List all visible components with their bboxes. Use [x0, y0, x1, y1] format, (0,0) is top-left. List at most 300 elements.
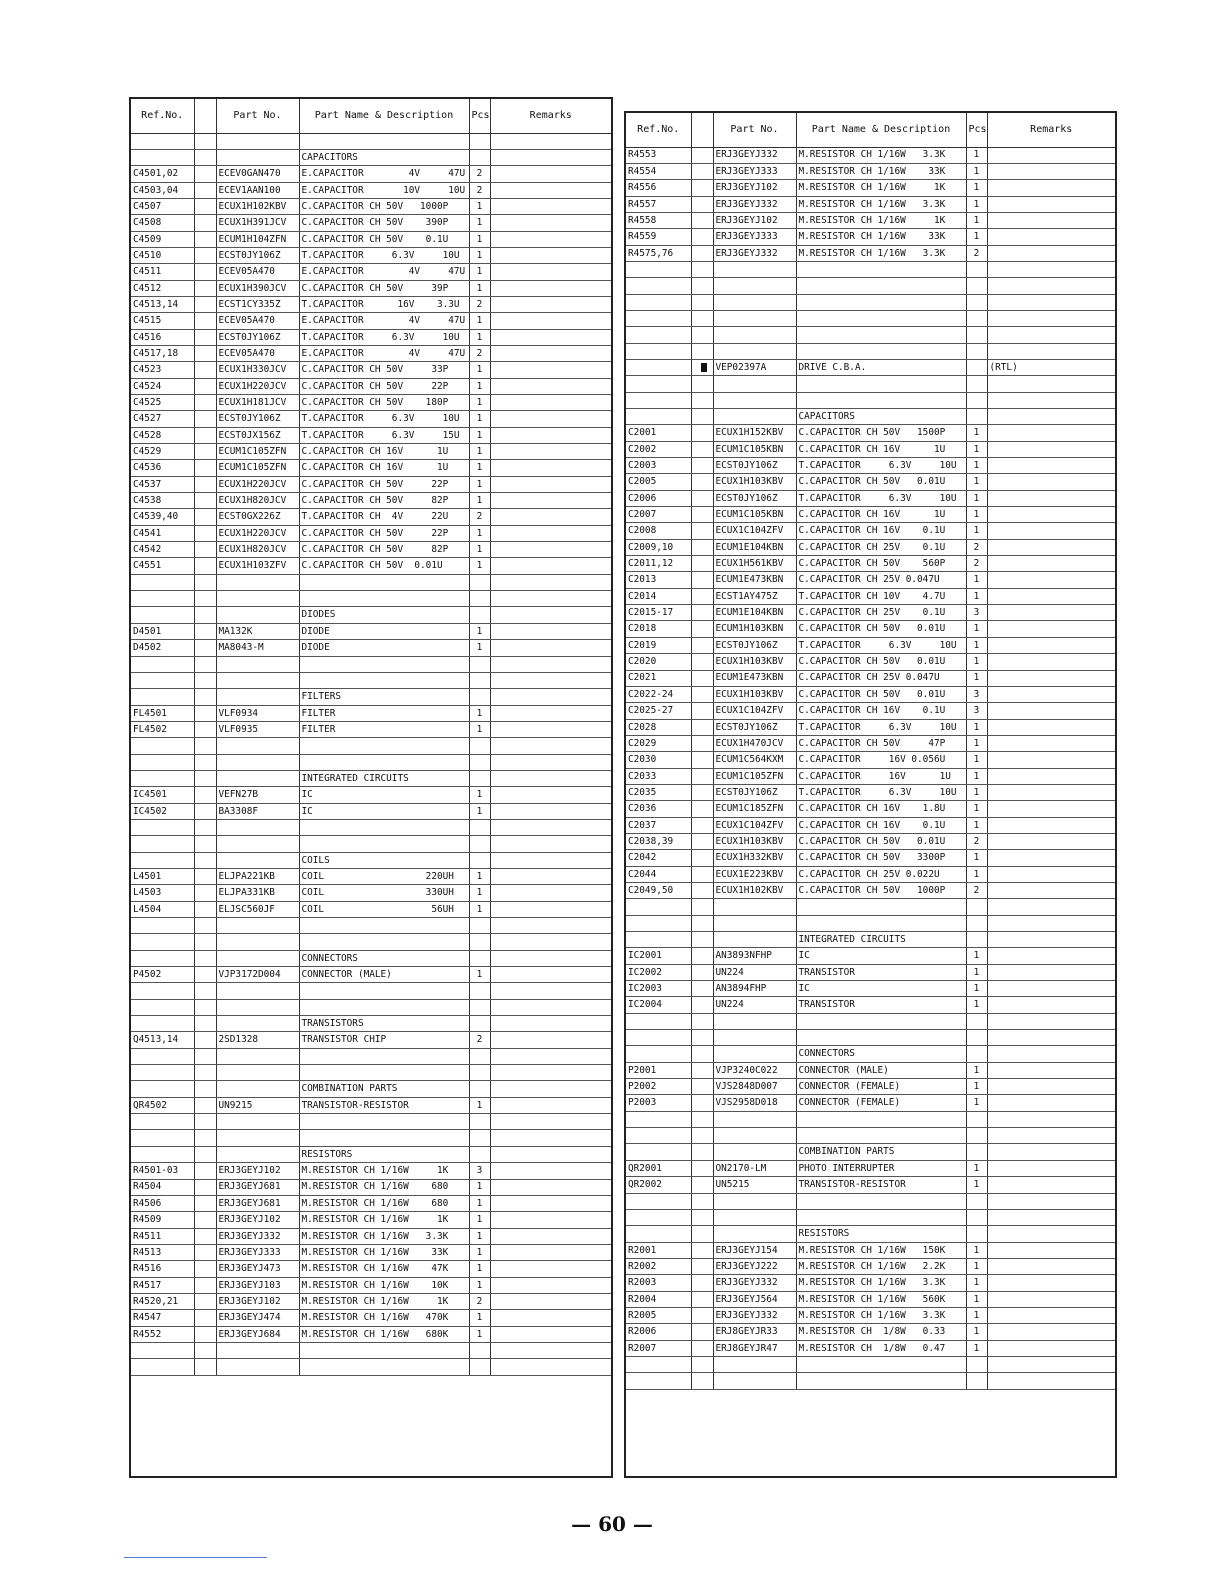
description-cell	[796, 1013, 966, 1029]
ref-cell	[626, 1030, 691, 1046]
part-no-cell: ECUX1C104ZFV	[713, 817, 796, 833]
part-no-cell	[216, 1342, 299, 1358]
remarks-cell	[987, 1144, 1115, 1160]
remarks-cell	[987, 735, 1115, 751]
part-no-cell: ECUX1E223KBV	[713, 866, 796, 882]
pcs-cell: 3	[966, 703, 987, 719]
part-no-cell: ECUX1H103ZFV	[216, 558, 299, 574]
pcs-cell: 1	[469, 1212, 490, 1228]
remarks-cell	[490, 868, 611, 884]
ref-cell	[626, 359, 691, 375]
description-cell: C.CAPACITOR CH 50V 1000P	[796, 882, 966, 898]
table-row	[626, 1209, 1115, 1225]
remarks-cell	[490, 1277, 611, 1293]
mark-cell	[194, 983, 216, 999]
description-cell	[299, 1359, 469, 1375]
description-cell	[299, 1342, 469, 1358]
mark-cell	[691, 1324, 713, 1340]
pcs-cell: 3	[966, 605, 987, 621]
pcs-cell: 1	[966, 637, 987, 653]
pcs-cell	[469, 149, 490, 165]
pcs-cell: 1	[469, 313, 490, 329]
table-row	[626, 327, 1115, 343]
remarks-cell	[490, 1293, 611, 1309]
part-no-cell: ERJ3GEYJ332	[713, 1307, 796, 1323]
part-no-cell	[216, 1146, 299, 1162]
part-no-cell: ECUX1H103KBV	[713, 654, 796, 670]
ref-cell	[131, 819, 194, 835]
pcs-cell	[966, 1193, 987, 1209]
remarks-cell	[490, 1212, 611, 1228]
remarks-cell	[987, 915, 1115, 931]
ref-cell	[131, 1342, 194, 1358]
description-cell: C.CAPACITOR CH 50V 1500P	[796, 425, 966, 441]
part-no-cell: ECUM1E104KBN	[713, 539, 796, 555]
table-row	[131, 672, 611, 688]
pcs-cell: 3	[966, 686, 987, 702]
part-no-cell	[713, 310, 796, 326]
mark-cell	[691, 1046, 713, 1062]
remarks-cell	[490, 264, 611, 280]
remarks-cell	[490, 738, 611, 754]
table-row	[626, 703, 1115, 719]
remarks-cell	[490, 983, 611, 999]
table-row	[131, 901, 611, 917]
table-row	[131, 1016, 611, 1032]
footnote-rule	[124, 1557, 267, 1558]
mark-cell	[194, 247, 216, 263]
mark-cell	[194, 656, 216, 672]
mark-cell	[194, 444, 216, 460]
description-cell: RESISTORS	[299, 1146, 469, 1162]
mark-cell	[691, 1209, 713, 1225]
table-row	[131, 542, 611, 558]
description-cell: C.CAPACITOR CH 50V 0.01U	[796, 621, 966, 637]
mark-cell	[691, 229, 713, 245]
ref-cell: QR2002	[626, 1177, 691, 1193]
part-no-cell: ERJ8GEYJR47	[713, 1340, 796, 1356]
table-row	[626, 294, 1115, 310]
part-no-cell: ECST0JY106Z	[216, 329, 299, 345]
part-no-cell: ECUM1C185ZFN	[713, 801, 796, 817]
ref-cell: C2003	[626, 458, 691, 474]
pcs-cell: 1	[966, 981, 987, 997]
ref-cell	[626, 261, 691, 277]
description-cell: C.CAPACITOR CH 50V 82P	[299, 493, 469, 509]
table-row	[626, 588, 1115, 604]
table-row	[626, 1226, 1115, 1242]
mark-cell	[691, 1258, 713, 1274]
remarks-cell	[987, 409, 1115, 425]
mark-cell	[194, 1081, 216, 1097]
description-cell: E.CAPACITOR 4V 47U	[299, 166, 469, 182]
ref-cell	[131, 1081, 194, 1097]
ref-cell: FL4502	[131, 721, 194, 737]
part-no-cell: ECUM1C105ZFN	[713, 768, 796, 784]
pcs-cell: 1	[469, 1195, 490, 1211]
table-row	[131, 770, 611, 786]
pcs-cell: 1	[469, 1097, 490, 1113]
part-no-cell	[713, 899, 796, 915]
mark-cell	[691, 409, 713, 425]
description-cell: PHOTO INTERRUPTER	[796, 1160, 966, 1176]
remarks-cell	[987, 490, 1115, 506]
ref-cell	[131, 1114, 194, 1130]
remarks-cell	[987, 1111, 1115, 1127]
remarks-cell	[987, 278, 1115, 294]
table-row	[131, 182, 611, 198]
table-row	[626, 196, 1115, 212]
pcs-cell: 2	[966, 245, 987, 261]
ref-cell: C4509	[131, 231, 194, 247]
part-no-cell: ELJPA331KB	[216, 885, 299, 901]
pcs-cell: 1	[966, 621, 987, 637]
table-row	[131, 999, 611, 1015]
part-no-cell: ERJ3GEYJ332	[216, 1228, 299, 1244]
description-cell: C.CAPACITOR CH 25V 0.047U	[796, 572, 966, 588]
part-no-cell	[713, 1013, 796, 1029]
remarks-cell	[490, 247, 611, 263]
ref-cell: C4541	[131, 525, 194, 541]
table-row	[131, 215, 611, 231]
pcs-cell	[469, 656, 490, 672]
ref-cell: C4511	[131, 264, 194, 280]
remarks-cell	[490, 656, 611, 672]
remarks-cell	[987, 801, 1115, 817]
description-cell: C.CAPACITOR CH 16V 1U	[796, 507, 966, 523]
table-row	[626, 1046, 1115, 1062]
remarks-cell	[987, 866, 1115, 882]
pcs-cell: 1	[966, 1095, 987, 1111]
description-cell	[299, 999, 469, 1015]
remarks-cell	[490, 362, 611, 378]
part-no-cell: ECUX1H103KBV	[713, 474, 796, 490]
part-no-cell	[713, 1111, 796, 1127]
ref-cell: IC2001	[626, 948, 691, 964]
ref-cell	[626, 278, 691, 294]
pcs-cell: 1	[469, 558, 490, 574]
mark-cell	[194, 198, 216, 214]
ref-cell	[131, 1359, 194, 1375]
remarks-cell	[987, 147, 1115, 163]
mark-cell	[691, 784, 713, 800]
mark-cell	[691, 817, 713, 833]
remarks-cell	[490, 182, 611, 198]
pcs-cell: 1	[469, 640, 490, 656]
description-cell	[796, 310, 966, 326]
ref-cell	[131, 607, 194, 623]
table-row	[626, 1079, 1115, 1095]
remarks-cell	[490, 198, 611, 214]
remarks-cell	[490, 885, 611, 901]
col-part-header: Part No.	[713, 113, 796, 147]
ref-cell: C2006	[626, 490, 691, 506]
table-row	[131, 1097, 611, 1113]
remarks-cell	[490, 901, 611, 917]
ref-cell: Q4513,14	[131, 1032, 194, 1048]
description-cell: COMBINATION PARTS	[796, 1144, 966, 1160]
description-cell: C.CAPACITOR CH 50V 180P	[299, 395, 469, 411]
ref-cell: IC2003	[626, 981, 691, 997]
part-no-cell	[216, 656, 299, 672]
ref-cell: C4551	[131, 558, 194, 574]
description-cell: T.CAPACITOR CH 4V 22U	[299, 509, 469, 525]
mark-cell	[194, 901, 216, 917]
part-no-cell: ERJ3GEYJ333	[713, 163, 796, 179]
table-row	[626, 1128, 1115, 1144]
ref-cell	[626, 1193, 691, 1209]
description-cell	[796, 261, 966, 277]
ref-cell: R4554	[626, 163, 691, 179]
remarks-cell	[987, 817, 1115, 833]
pcs-cell: 1	[966, 507, 987, 523]
table-row	[626, 1275, 1115, 1291]
description-cell: CONNECTORS	[796, 1046, 966, 1062]
pcs-cell	[469, 1342, 490, 1358]
pcs-cell: 2	[469, 296, 490, 312]
ref-cell	[626, 1356, 691, 1372]
description-cell: INTEGRATED CIRCUITS	[796, 932, 966, 948]
pcs-cell: 1	[469, 1228, 490, 1244]
part-no-cell	[216, 1130, 299, 1146]
table-row	[131, 1114, 611, 1130]
mark-cell	[691, 1144, 713, 1160]
description-cell: TRANSISTOR	[796, 997, 966, 1013]
part-no-cell: UN9215	[216, 1097, 299, 1113]
ref-cell: C4515	[131, 313, 194, 329]
remarks-cell	[987, 670, 1115, 686]
remarks-cell	[490, 411, 611, 427]
table-row	[131, 950, 611, 966]
table-row	[131, 1359, 611, 1375]
pcs-cell: 1	[966, 817, 987, 833]
pcs-cell	[469, 1048, 490, 1064]
description-cell: T.CAPACITOR 6.3V 10U	[299, 411, 469, 427]
remarks-cell	[987, 458, 1115, 474]
pcs-cell	[966, 932, 987, 948]
description-cell: M.RESISTOR CH 1/16W 3.3K	[796, 147, 966, 163]
pcs-cell: 1	[469, 460, 490, 476]
pcs-cell	[469, 852, 490, 868]
table-row	[131, 525, 611, 541]
remarks-cell	[490, 721, 611, 737]
pcs-cell: 1	[469, 427, 490, 443]
pcs-cell	[469, 1114, 490, 1130]
mark-cell	[194, 1244, 216, 1260]
part-no-cell: ERJ3GEYJ102	[216, 1293, 299, 1309]
part-no-cell	[216, 1081, 299, 1097]
pcs-cell	[469, 754, 490, 770]
description-cell: TRANSISTOR-RESISTOR	[299, 1097, 469, 1113]
ref-cell	[626, 343, 691, 359]
part-no-cell	[216, 934, 299, 950]
part-no-cell	[216, 1065, 299, 1081]
remarks-cell	[987, 964, 1115, 980]
table-row	[626, 245, 1115, 261]
ref-cell: C4516	[131, 329, 194, 345]
description-cell: M.RESISTOR CH 1/16W 33K	[299, 1244, 469, 1260]
part-no-cell	[713, 915, 796, 931]
mark-cell	[691, 1307, 713, 1323]
mark-cell	[691, 278, 713, 294]
mark-cell	[194, 868, 216, 884]
remarks-cell	[987, 1095, 1115, 1111]
part-no-cell: UN224	[713, 997, 796, 1013]
ref-cell: R2002	[626, 1258, 691, 1274]
mark-cell	[691, 572, 713, 588]
part-no-cell	[713, 278, 796, 294]
remarks-cell	[490, 1228, 611, 1244]
pcs-cell: 1	[469, 1244, 490, 1260]
mark-cell	[691, 1340, 713, 1356]
pcs-cell	[469, 689, 490, 705]
mark-cell	[691, 768, 713, 784]
table-row	[626, 833, 1115, 849]
table-row	[131, 803, 611, 819]
part-no-cell: VJS2958D018	[713, 1095, 796, 1111]
description-cell: T.CAPACITOR 6.3V 15U	[299, 427, 469, 443]
description-cell	[299, 819, 469, 835]
table-row	[626, 1324, 1115, 1340]
remarks-cell	[987, 327, 1115, 343]
part-no-cell: ECEV05A470	[216, 345, 299, 361]
mark-cell	[691, 343, 713, 359]
remarks-cell	[490, 574, 611, 590]
ref-cell: L4501	[131, 868, 194, 884]
remarks-cell	[490, 1195, 611, 1211]
remarks-cell	[490, 476, 611, 492]
description-cell: E.CAPACITOR 4V 47U	[299, 264, 469, 280]
remarks-cell	[987, 441, 1115, 457]
mark-cell	[194, 967, 216, 983]
description-cell: M.RESISTOR CH 1/16W 470K	[299, 1310, 469, 1326]
pcs-cell: 1	[966, 147, 987, 163]
ref-cell: C2020	[626, 654, 691, 670]
remarks-cell	[987, 474, 1115, 490]
ref-cell: L4503	[131, 885, 194, 901]
table-row	[131, 460, 611, 476]
mark-cell	[691, 605, 713, 621]
mark-cell	[194, 345, 216, 361]
mark-cell	[691, 621, 713, 637]
pcs-cell: 1	[966, 523, 987, 539]
part-no-cell	[216, 852, 299, 868]
pcs-cell: 1	[469, 901, 490, 917]
pcs-cell: 1	[469, 1277, 490, 1293]
pcs-cell: 3	[469, 1163, 490, 1179]
mark-cell	[691, 1062, 713, 1078]
part-no-cell: ERJ3GEYJ102	[216, 1212, 299, 1228]
table-row	[626, 784, 1115, 800]
mark-cell	[691, 261, 713, 277]
table-row	[131, 819, 611, 835]
part-no-cell	[216, 133, 299, 149]
pcs-cell: 1	[966, 1160, 987, 1176]
table-row	[626, 229, 1115, 245]
remarks-cell	[490, 852, 611, 868]
pcs-cell: 1	[469, 231, 490, 247]
mark-cell	[691, 1242, 713, 1258]
table-row	[626, 1062, 1115, 1078]
part-no-cell	[713, 327, 796, 343]
mark-cell	[691, 1177, 713, 1193]
pcs-cell: 1	[469, 444, 490, 460]
remarks-cell	[987, 997, 1115, 1013]
description-cell: M.RESISTOR CH 1/16W 1K	[299, 1293, 469, 1309]
table-row	[626, 719, 1115, 735]
description-cell: M.RESISTOR CH 1/16W 680K	[299, 1326, 469, 1342]
mark-cell	[194, 1114, 216, 1130]
description-cell: E.CAPACITOR 4V 47U	[299, 345, 469, 361]
remarks-cell	[987, 1013, 1115, 1029]
ref-cell: C2033	[626, 768, 691, 784]
remarks-cell	[490, 689, 611, 705]
pcs-cell: 1	[469, 1326, 490, 1342]
description-cell: C.CAPACITOR CH 16V 1U	[796, 441, 966, 457]
table-row	[131, 329, 611, 345]
part-no-cell	[216, 918, 299, 934]
part-no-cell: AN3894FHP	[713, 981, 796, 997]
ref-cell	[626, 932, 691, 948]
col-mark-header	[194, 99, 216, 133]
mark-cell	[194, 231, 216, 247]
pcs-cell	[966, 409, 987, 425]
pcs-cell	[469, 1146, 490, 1162]
table-row	[626, 278, 1115, 294]
pcs-cell	[966, 1144, 987, 1160]
table-row	[626, 605, 1115, 621]
mark-cell	[194, 623, 216, 639]
description-cell: M.RESISTOR CH 1/16W 1K	[299, 1163, 469, 1179]
pcs-cell: 2	[966, 833, 987, 849]
description-cell: DIODE	[299, 623, 469, 639]
ref-cell: R4509	[131, 1212, 194, 1228]
col-mark-header	[691, 113, 713, 147]
table-row	[626, 1160, 1115, 1176]
pcs-cell: 1	[469, 803, 490, 819]
description-cell: DIODES	[299, 607, 469, 623]
table-row	[131, 738, 611, 754]
table-row	[626, 1258, 1115, 1274]
table-row	[131, 247, 611, 263]
description-cell: M.RESISTOR CH 1/16W 3.3K	[299, 1228, 469, 1244]
part-no-cell: ERJ3GEYJ102	[713, 180, 796, 196]
description-cell: INTEGRATED CIRCUITS	[299, 770, 469, 786]
part-no-cell: ECUM1C564KXM	[713, 752, 796, 768]
mark-cell	[194, 1310, 216, 1326]
pcs-cell: 1	[469, 395, 490, 411]
description-cell: COIL 330UH	[299, 885, 469, 901]
description-cell: C.CAPACITOR CH 50V 3300P	[796, 850, 966, 866]
remarks-cell	[490, 754, 611, 770]
table-row	[626, 1030, 1115, 1046]
table-row	[626, 343, 1115, 359]
mark-cell	[194, 378, 216, 394]
pcs-cell: 1	[966, 229, 987, 245]
description-cell: M.RESISTOR CH 1/16W 1K	[299, 1212, 469, 1228]
col-part-header: Part No.	[216, 99, 299, 133]
mark-cell	[194, 689, 216, 705]
mark-cell	[691, 556, 713, 572]
description-cell: C.CAPACITOR CH 50V 560P	[796, 556, 966, 572]
part-no-cell: VLF0935	[216, 721, 299, 737]
mark-cell	[691, 1095, 713, 1111]
part-no-cell: ELJSC560JF	[216, 901, 299, 917]
part-no-cell: UN5215	[713, 1177, 796, 1193]
part-no-cell	[216, 754, 299, 770]
ref-cell: P2001	[626, 1062, 691, 1078]
remarks-cell	[490, 787, 611, 803]
